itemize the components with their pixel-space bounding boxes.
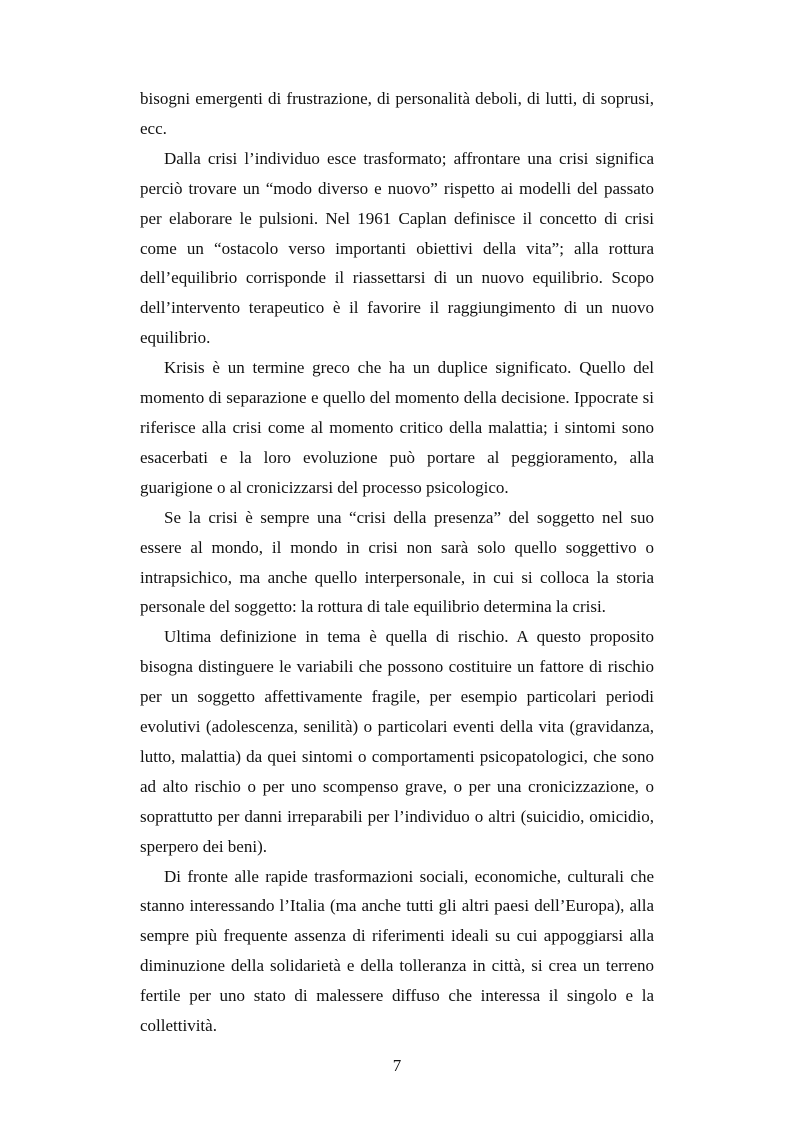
page-number: 7 <box>392 1056 402 1075</box>
paragraph-crisis-transformation: Dalla crisi l’individuo esce trasformato; affrontare una crisi significa perciò trovare un “modo diverso e nuovo” rispetto ai modelli del passato per elaborare le pulsioni. Nel 1961 Caplan definisce il concetto di crisi come un “ostacolo verso importanti obiettivi della vita”; alla rottura dell’equilibrio corrisponde il riassettarsi di un nuovo equilibrio. Scopo dell’intervento terapeutico è il favorire il raggiungimento di un nuovo equilibrio. <box>140 148 654 348</box>
paragraph-krisis-definition: Krisis è un termine greco che ha un duplice significato. Quello del momento di separazione e quello del momento della decisione. Ippocrate si riferisce alla crisi come al momento critico della malattia; i sintomi sono esacerbati e la loro evoluzione può portare al peggioramento, alla guarigione o al cronicizzarsi del processo psicologico. <box>140 358 654 497</box>
page-body <box>140 84 654 1041</box>
paragraph-crisis-presence: Se la crisi è sempre una “crisi della presenza” del soggetto nel suo essere al mondo, il mondo in crisi non sarà solo quello soggettivo o intrapsichico, ma anche quello interpersonale, in cui si colloca la storia personale del soggetto: la rottura di tale equilibrio determina la crisi. <box>140 507 654 617</box>
paragraph-continuation: bisogni emergenti di frustrazione, di personalità deboli, di lutti, di soprusi, ecc. <box>140 89 654 138</box>
paragraph-social-transformations: Di fronte alle rapide trasformazioni sociali, economiche, culturali che stanno interessando l’Italia (ma anche tutti gli altri paesi dell’Europa), alla sempre più frequente assenza di riferimenti ideali su cui appoggiarsi alla diminuzione della solidarietà e della tolleranza in città, si crea un terreno fertile per uno stato di malessere diffuso che interessa il singolo e la collettività. <box>140 866 654 1036</box>
paragraph-risk-definition: Ultima definizione in tema è quella di rischio. A questo proposito bisogna distinguere le variabili che possono costituire un fattore di rischio per un soggetto affettivamente fragile, per esempio particolari periodi evolutivi (adolescenza, senilità) o particolari eventi della vita (gravidanza, lutto, malattia) da quei sintomi o comportamenti psicopatologici, che sono ad alto rischio o per uno scompenso grave, o per una cronicizzazione, o soprattutto per danni irreparabili per l’individuo o altri (suicidio, omicidio, sperpero dei beni). <box>140 627 654 856</box>
